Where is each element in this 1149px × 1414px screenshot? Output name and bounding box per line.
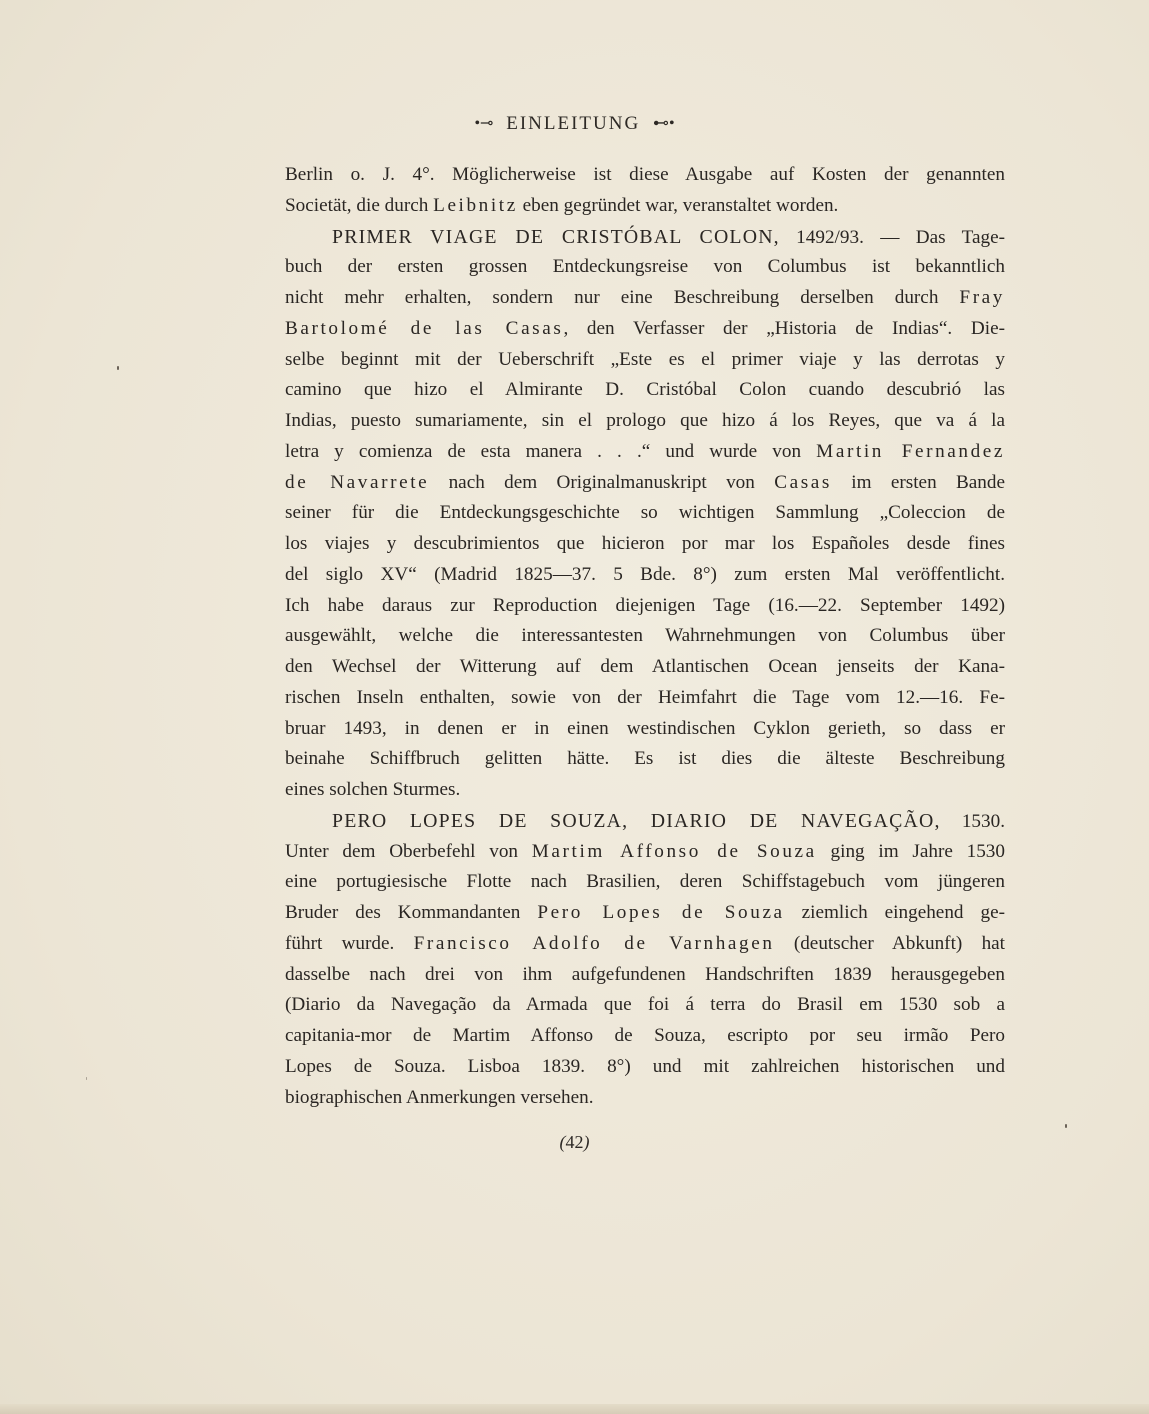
text-line bbox=[285, 314, 1005, 345]
text-line bbox=[285, 437, 1005, 468]
text-line bbox=[285, 283, 1005, 314]
text-run: den Wechsel der Witterung auf dem Atlantischen Ocean jenseits der Kana- bbox=[285, 656, 1005, 677]
paper-speck bbox=[117, 366, 119, 370]
ornament-left-icon: •⊸ bbox=[474, 115, 494, 132]
text-run: bruar 1493, in denen er in einen westindischen Cyklon gerieth, so dass er bbox=[285, 717, 1005, 739]
text-line bbox=[285, 498, 1005, 529]
text-line bbox=[285, 990, 1005, 1021]
text-run: Ich habe daraus zur Reproduction diejenigen Tage (16.—22. September 1492) bbox=[285, 594, 1005, 616]
spaced-name: Casas bbox=[774, 471, 832, 493]
text-line bbox=[285, 806, 1005, 837]
text-run: letra y comienza de esta manera . . .“ und wurde von bbox=[285, 440, 817, 462]
text-run: los viajes y descubrimientos que hicieron por mar los Españoles desde fines bbox=[285, 533, 1005, 554]
text-run: dasselbe nach drei von ihm aufgefundenen Handschriften 1839 herausgegeben bbox=[285, 963, 1005, 985]
text-run: del siglo XV“ (Madrid 1825—37. 5 Bde. 8°) zum ersten Mal veröffentlicht. bbox=[285, 563, 1005, 585]
section-heading: PRIMER VIAGE DE CRISTÓBAL COLON, bbox=[332, 225, 780, 248]
text-run: eben gegründet war, veranstaltet worden. bbox=[517, 194, 839, 216]
text-run: Unter dem Oberbefehl von bbox=[285, 840, 532, 862]
text-run: biographischen Anmerkungen versehen. bbox=[285, 1086, 594, 1108]
text-run: ziemlich eingehend ge- bbox=[784, 902, 1005, 923]
text-line bbox=[285, 468, 1005, 499]
text-run: im ersten Bande bbox=[831, 471, 1005, 493]
text-line bbox=[285, 683, 1005, 714]
text-line bbox=[285, 1052, 1005, 1083]
spaced-name: Pero Lopes de Souza bbox=[537, 902, 785, 923]
text-line bbox=[285, 744, 1005, 775]
text-line bbox=[285, 929, 1005, 960]
spaced-name: de Navarrete bbox=[285, 471, 430, 493]
text-run: eines solchen Sturmes. bbox=[285, 779, 461, 800]
page-number: (42) bbox=[559, 1132, 590, 1152]
text-run: , den Verfasser der „Historia de Indias“. Die- bbox=[563, 317, 1005, 339]
ornament-right-icon: ⊷• bbox=[652, 115, 675, 132]
body-text bbox=[285, 160, 1005, 1113]
spaced-name: Martim Affonso de Souza bbox=[531, 840, 817, 862]
text-line bbox=[285, 652, 1005, 683]
spaced-name: Martin Fernandez bbox=[816, 440, 1005, 462]
text-line bbox=[285, 1083, 1005, 1114]
page-number-value: 42 bbox=[565, 1132, 584, 1152]
section-heading: PERO LOPES DE SOUZA, DIARIO DE NAVEGAÇÃO, bbox=[332, 809, 941, 832]
text-line bbox=[285, 775, 1005, 806]
text-run: capitania-mor de Martim Affonso de Souza, escripto por seu irmão Pero bbox=[285, 1025, 1005, 1046]
text-run: Bruder des Kommandanten bbox=[285, 902, 538, 923]
text-line bbox=[285, 898, 1005, 929]
text-run: camino que hizo el Almirante D. Cristóbal Colon cuando descubrió las bbox=[285, 379, 1005, 401]
text-run: Lopes de Souza. Lisboa 1839. 8°) und mit zahlreichen historischen und bbox=[285, 1055, 1005, 1077]
text-line bbox=[285, 345, 1005, 376]
text-run: selbe beginnt mit der Ueberschrift „Este es el primer viaje y las derrotas y bbox=[285, 348, 1005, 370]
text-line bbox=[285, 406, 1005, 437]
text-line bbox=[285, 1021, 1005, 1052]
text-run: buch der ersten grossen Entdeckungsreise von Columbus ist bekanntlich bbox=[285, 256, 1005, 278]
text-line bbox=[285, 867, 1005, 898]
text-line bbox=[285, 960, 1005, 991]
text-line bbox=[285, 252, 1005, 283]
text-line bbox=[285, 837, 1005, 868]
page-edge bbox=[0, 1404, 1149, 1414]
text-run: eine portugiesische Flotte nach Brasilien, deren Schiffstagebuch vom jüngeren bbox=[285, 871, 1005, 893]
text-run: nicht mehr erhalten, sondern nur eine Beschreibung derselben durch bbox=[285, 287, 960, 308]
text-run: Berlin o. J. 4°. Möglicherweise ist diese Ausgabe auf Kosten der genannten bbox=[285, 164, 1005, 185]
text-line bbox=[285, 621, 1005, 652]
text-run: (Diario da Navegação da Armada que foi á terra do Brasil em 1530 sob a bbox=[285, 994, 1005, 1016]
spaced-name: Fray bbox=[959, 287, 1005, 308]
text-line bbox=[285, 529, 1005, 560]
text-run: führt wurde. bbox=[285, 932, 414, 954]
text-run: 1492/93. — Das Tage- bbox=[779, 226, 1005, 248]
header-title: EINLEITUNG bbox=[506, 113, 641, 134]
text-run: ausgewählt, welche die interessantesten Wahrnehmungen von Columbus über bbox=[285, 625, 1005, 647]
spaced-name: Leibnitz bbox=[433, 194, 518, 216]
text-line bbox=[285, 191, 1005, 222]
text-line bbox=[285, 714, 1005, 745]
text-run: ging im Jahre 1530 bbox=[816, 840, 1005, 862]
text-run: (deutscher Abkunft) hat bbox=[774, 932, 1006, 954]
text-run: rischen Inseln enthalten, sowie von der Heimfahrt die Tage vom 12.—16. Fe- bbox=[285, 686, 1005, 708]
text-run: beinahe Schiffbruch gelitten hätte. Es ist dies die älteste Beschreibung bbox=[285, 748, 1005, 770]
paper-speck bbox=[86, 1077, 87, 1080]
running-header bbox=[0, 113, 1149, 135]
spaced-name: Francisco Adolfo de Varnhagen bbox=[413, 932, 775, 954]
text-run: nach dem Originalmanuskript von bbox=[429, 471, 775, 493]
text-line bbox=[285, 375, 1005, 406]
paper-speck bbox=[1065, 1124, 1067, 1128]
text-run: Indias, puesto sumariamente, sin el prologo que hizo á los Reyes, que va á la bbox=[285, 410, 1005, 431]
text-line bbox=[285, 160, 1005, 191]
text-line bbox=[285, 591, 1005, 622]
text-run: Societät, die durch bbox=[285, 194, 434, 216]
spaced-name: Bartolomé de las Casas bbox=[285, 317, 564, 339]
text-run: 1530. bbox=[940, 810, 1005, 832]
text-line bbox=[285, 222, 1005, 253]
text-line bbox=[285, 560, 1005, 591]
text-run: seiner für die Entdeckungsgeschichte so wichtigen Sammlung „Coleccion de bbox=[285, 502, 1005, 524]
